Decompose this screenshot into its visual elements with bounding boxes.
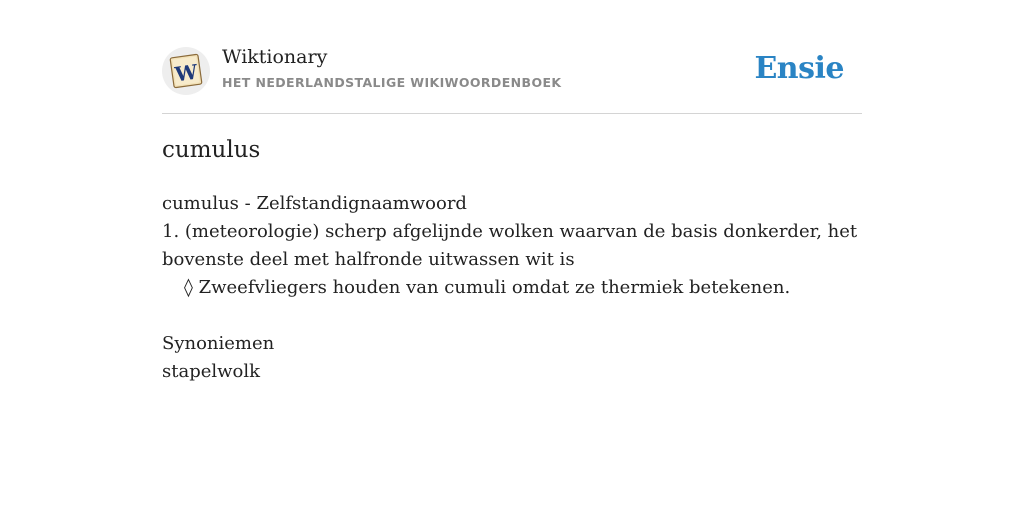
wiktionary-logo-icon[interactable] <box>162 47 210 95</box>
entry-content <box>162 190 862 386</box>
page-title: cumulus <box>162 137 261 163</box>
definition-line: 1. (meteorologie) scherp afgelijnde wolken waarvan de basis donkerder, het <box>162 221 858 242</box>
example-sentence: ◊ Zweefvliegers houden van cumuli omdat ze thermiek betekenen. <box>184 277 791 298</box>
synonym-item[interactable]: stapelwolk <box>162 361 261 382</box>
wiktionary-tile-icon <box>162 47 210 95</box>
page-container <box>162 0 862 512</box>
site-title[interactable]: Wiktionary <box>222 46 328 68</box>
synonyms-heading: Synoniemen <box>162 333 275 354</box>
ensie-logo[interactable]: Ensie <box>754 51 844 86</box>
spacer <box>162 302 862 330</box>
definition-line-continued: bovenste deel met halfronde uitwassen wit is <box>162 249 575 270</box>
site-header <box>162 44 862 114</box>
svg-text:W: W <box>173 59 200 87</box>
word-class-line: cumulus - Zelfstandignaamwoord <box>162 193 467 214</box>
site-subtitle: HET NEDERLANDSTALIGE WIKIWOORDENBOEK <box>222 75 562 90</box>
